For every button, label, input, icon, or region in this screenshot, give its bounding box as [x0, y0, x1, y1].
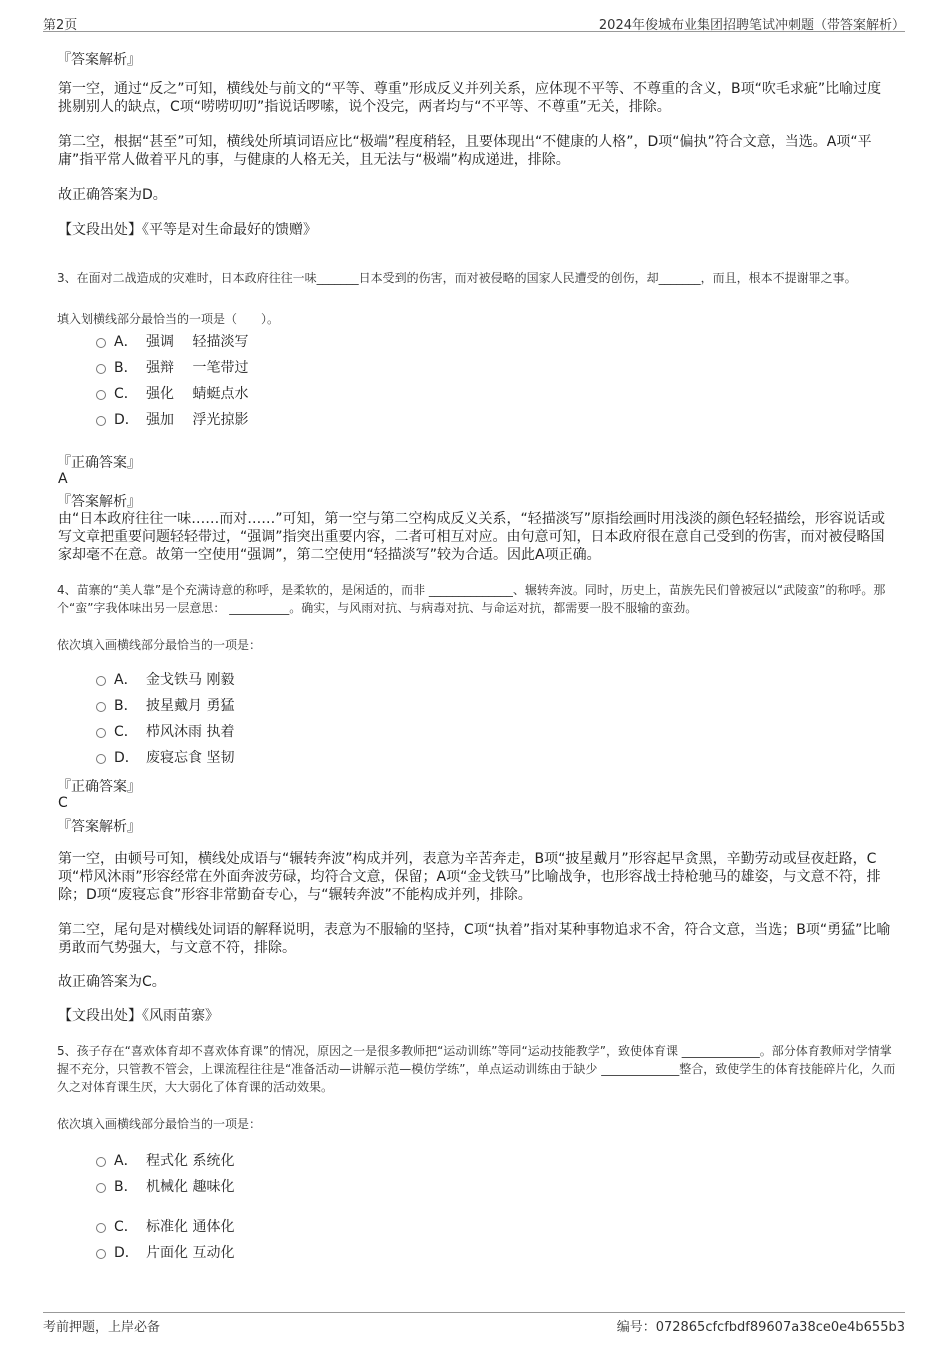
q3-option-a[interactable]: A． 强调 轻描淡写	[96, 331, 248, 351]
q3-answer: A	[58, 471, 68, 487]
q3-option-c[interactable]: C． 强化 蜻蜓点水	[96, 383, 248, 403]
q5-option-d[interactable]: D． 片面化 互动化	[96, 1242, 234, 1262]
radio-icon	[96, 1157, 106, 1167]
q3-stem: 3、在面对二战造成的灾难时，日本政府往往一味_______日本受到的伤害，而对被侵略的国家人民遭受的创伤，却_______，而且，根本不提谢罪之事。	[57, 271, 857, 285]
q4-analysis-label: 『答案解析』	[57, 819, 141, 835]
q3-analysis: 由“日本政府往往一味……而对……”可知，第一空与第二空构成反义关系，“轻描淡写”原指绘画时用浅淡的颜色轻轻描绘，形容说话或写文章把重要问题轻轻带过，“强调”指突出重要内容，二者可相互对应。由句意可知，日本政府很在意自己受到的伤害，而对被侵略国家却毫不在意。故第一空使用“强调”，第二空使用“轻描淡写”较为合适。因此A项正确。	[58, 511, 886, 563]
q4-prompt: 依次填入画横线部分最恰当的一项是：	[57, 638, 262, 652]
q5-option-a[interactable]: A． 程式化 系统化	[96, 1150, 234, 1170]
radio-icon	[96, 754, 106, 764]
q4-analysis-para2: 第二空，尾句是对横线处词语的解释说明，表意为不服输的坚持，C项“执着”指对某种事物追求不舍，符合文意，当选；B项“勇猛”比喻勇敢而气势强大，与文意不符，排除。	[58, 922, 891, 956]
radio-icon	[96, 676, 106, 686]
q4-answer-label: 『正确答案』	[57, 779, 141, 795]
radio-icon	[96, 1249, 106, 1259]
page-header	[43, 12, 905, 32]
document-title: 2024年俊城布业集团招聘笔试冲刺题（带答案解析）	[598, 18, 905, 33]
radio-icon	[96, 1223, 106, 1233]
q5-prompt: 依次填入画横线部分最恰当的一项是：	[57, 1117, 262, 1131]
q3-option-b[interactable]: B． 强辩 一笔带过	[96, 357, 248, 377]
q2-conclusion: 故正确答案为D。	[58, 187, 167, 203]
q4-stem: 4、苗寨的“美人靠”是个充满诗意的称呼，是柔软的，是闲适的，而非 ______________、辗转奔波。同时，历史上，苗族先民们曾被冠以“武陵蛮”的称呼。那个“蛮”字我体味出另一层意思： __________。确实，与风雨对抗、与病毒对抗、与命运对抗，都需要一股不服输的蛮劲。	[57, 583, 886, 615]
radio-icon	[96, 390, 106, 400]
radio-icon	[96, 702, 106, 712]
q4-conclusion: 故正确答案为C。	[58, 974, 166, 990]
q3-answer-label: 『正确答案』	[57, 455, 141, 471]
q5-option-c[interactable]: C． 标准化 通体化	[96, 1216, 234, 1236]
q3-analysis-label: 『答案解析』	[57, 494, 141, 510]
q4-option-b[interactable]: B． 披星戴月 勇猛	[96, 695, 234, 715]
q4-source: 【文段出处】《风雨苗寨》	[58, 1008, 219, 1024]
q2-analysis-para2: 第二空，根据“甚至”可知，横线处所填词语应比“极端”程度稍轻，且要体现出“不健康的人格”，D项“偏执”符合文意，当选。A项“平庸”指平常人做着平凡的事，与健康的人格无关，且无法与“极端”构成递进，排除。	[58, 134, 872, 168]
footer-slogan: 考前押题，上岸必备	[43, 1320, 161, 1335]
radio-icon	[96, 338, 106, 348]
document-serial: 编号：072865cfcfbdf89607a38ce0e4b655b3	[616, 1320, 905, 1335]
q3-option-d[interactable]: D． 强加 浮光掠影	[96, 409, 248, 429]
page-footer	[43, 1312, 905, 1336]
radio-icon	[96, 416, 106, 426]
q5-stem: 5、孩子存在“喜欢体育却不喜欢体育课”的情况，原因之一是很多教师把“运动训练”等同“运动技能教学”，致使体育课 _____________。部分体育教师对学情掌握不充分，只管教不管会，上课流程往往是“准备活动—讲解示范—模仿学练”，单点运动训练由于缺少 _____________整合，致使学生的体育技能碎片化，久而久之对体育课生厌，大大弱化了体育课的活动效果。	[57, 1044, 896, 1094]
q4-analysis-para1: 第一空，由顿号可知，横线处成语与“辗转奔波”构成并列，表意为辛苦奔走，B项“披星戴月”形容起早贪黑，辛勤劳动或昼夜赶路，C项“栉风沐雨”形容经常在外面奔波劳碌，均符合文意，保留；A项“金戈铁马”比喻战争，也形容战士持枪驰马的雄姿，与文意不符，排除；D项“废寝忘食”形容非常勤奋专心，与“辗转奔波”不能构成并列，排除。	[58, 851, 881, 903]
q4-option-d[interactable]: D． 废寝忘食 坚韧	[96, 747, 234, 767]
radio-icon	[96, 728, 106, 738]
radio-icon	[96, 364, 106, 374]
q2-analysis-para1: 第一空，通过“反之”可知，横线处与前文的“平等、尊重”形成反义并列关系，应体现不平等、不尊重的含义，B项“吹毛求疵”比喻过度挑剔别人的缺点，C项“唠唠叨叨”指说话啰嗦，说个没完，两者均与“不平等、不尊重”无关，排除。	[58, 81, 882, 115]
q2-source: 【文段出处】《平等是对生命最好的馈赠》	[58, 222, 317, 238]
q3-prompt: 填入划横线部分最恰当的一项是（ ）。	[57, 312, 280, 326]
q5-option-b[interactable]: B． 机械化 趣味化	[96, 1176, 234, 1196]
q2-analysis-label: 『答案解析』	[57, 52, 141, 68]
q4-option-c[interactable]: C． 栉风沐雨 执着	[96, 721, 234, 741]
page-number: 第2页	[43, 18, 78, 33]
radio-icon	[96, 1183, 106, 1193]
q4-answer: C	[58, 795, 68, 811]
q4-option-a[interactable]: A． 金戈铁马 刚毅	[96, 669, 234, 689]
